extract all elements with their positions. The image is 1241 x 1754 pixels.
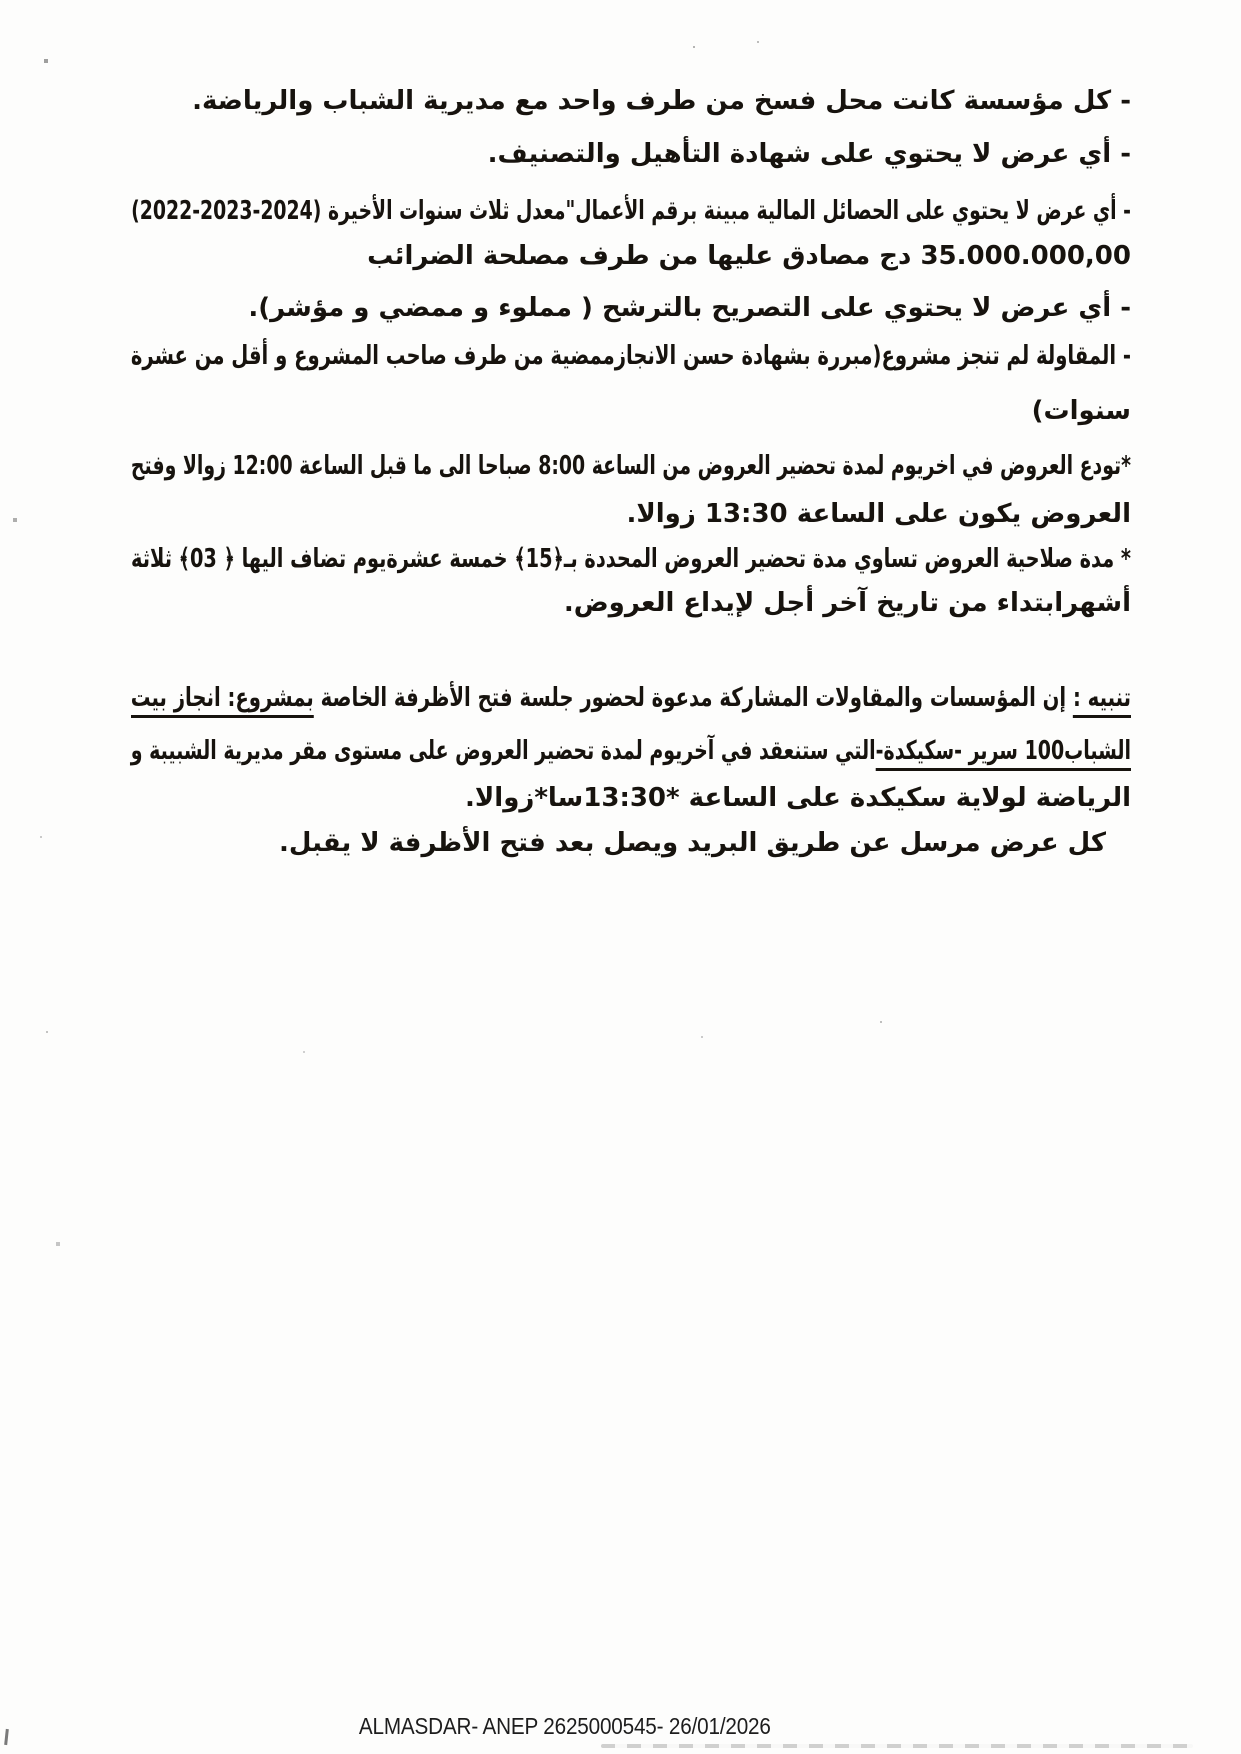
notice-body-text: إن المؤسسات والمقاولات المشاركة مدعوة لحضور جلسة فتح الأظرفة الخاصة	[313, 683, 1073, 713]
session-time-line: الرياضة لولاية سكيكدة على الساعة *13:30سا*زوالا.	[465, 783, 1131, 813]
deposit-line-2: العروض يكون على الساعة 13:30 زوالا.	[626, 499, 1131, 529]
scan-edge-artifact-line	[601, 1744, 1193, 1748]
project-name-part-1: بمشروع: انجاز بيت	[131, 683, 314, 718]
postal-rule-line: كل عرض مرسل عن طريق البريد ويصل بعد فتح الأظرفة لا يقبل.	[279, 828, 1106, 858]
notice-line-1	[130, 678, 1131, 718]
condition-line-financial-1: - أي عرض لا يحتوي على الحصائل المالية مبينة برقم الأعمال"معدل ثلاث سنوات الأخيرة (2024-2023-2022)	[131, 196, 1131, 226]
condition-line-financial-amount: 35.000.000,00 دج مصادق عليها من طرف مصلحة الضرائب	[367, 241, 1131, 271]
notice-label: تنبيه :	[1073, 683, 1131, 718]
deposit-line-1: *تودع العروض في اخريوم لمدة تحضير العروض من الساعة 8:00 صباحا الى ما قبل الساعة 12:00 زوالا وفتح	[130, 451, 1131, 481]
condition-line-project-ref-2: سنوات)	[1031, 396, 1131, 426]
condition-line-termination: - كل مؤسسة كانت محل فسخ من طرف واحد مع مديرية الشباب والرياضة.	[192, 86, 1131, 116]
notice-line-2	[130, 731, 1131, 771]
validity-line-2: أشهرابتداء من تاريخ آخر أجل لإيداع العروض.	[563, 588, 1131, 618]
condition-line-declaration: - أي عرض لا يحتوي على التصريح بالترشح ( مملوء و ممضي و مؤشر).	[248, 293, 1131, 323]
scan-noise-speckles	[0, 0, 2, 2]
validity-line-1: * مدة صلاحية العروض تساوي مدة تحضير العروض المحددة بـ﴿15﴾ خمسة عشرةيوم تضاف اليها ﴿ 03﴾ ثلاثة	[131, 544, 1131, 574]
anep-reference-text: ALMASDAR- ANEP 2625000545- 26/01/2026	[358, 1713, 771, 1739]
notice-line-2-rest: التي ستنعقد في آخريوم لمدة تحضير العروض على مستوى مقر مديرية الشبيبة و	[130, 736, 876, 766]
document-body	[131, 0, 1131, 1754]
footer-credit	[0, 1706, 1241, 1746]
condition-line-project-ref-1: - المقاولة لم تنجز مشروع(مبررة بشهادة حسن الانجازممضية من طرف صاحب المشروع و أقل من عشرة	[130, 341, 1131, 371]
project-name-part-2: الشباب100 سرير -سكيكدة-	[876, 736, 1131, 771]
condition-line-qualification: - أي عرض لا يحتوي على شهادة التأهيل والتصنيف.	[487, 139, 1131, 169]
